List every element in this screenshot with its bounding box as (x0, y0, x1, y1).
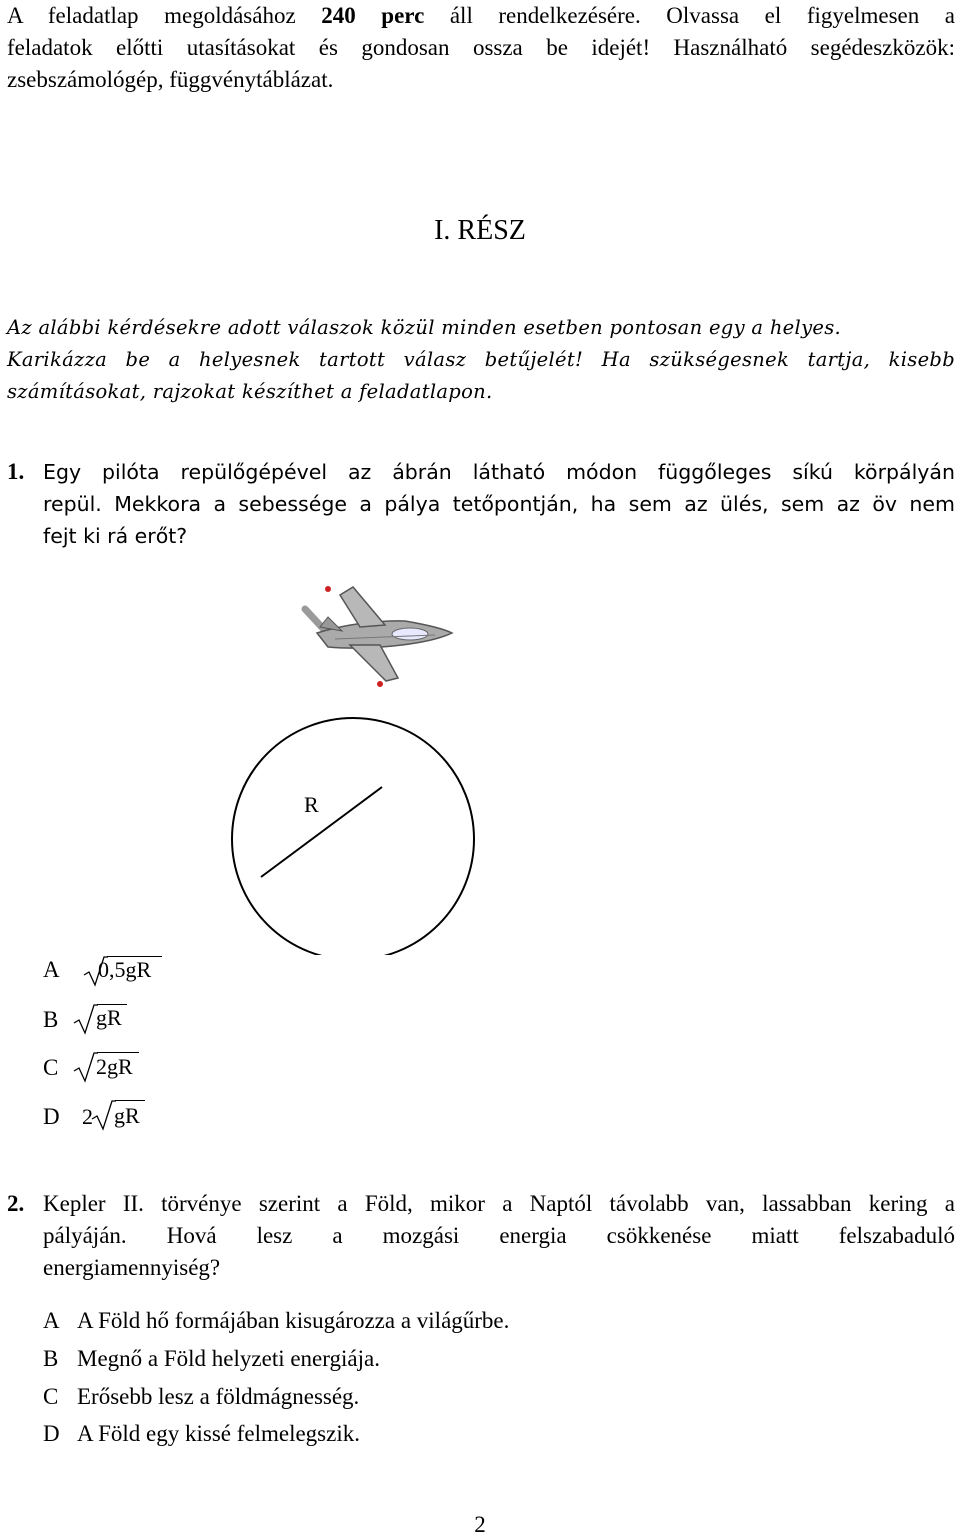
sqrt-sign-icon (72, 1003, 98, 1035)
option-d-radicand: gR (114, 1103, 140, 1128)
option-b-radicand: gR (96, 1005, 122, 1030)
option-c-radicand: 2gR (96, 1054, 133, 1079)
option-a-letter: A (43, 957, 60, 982)
option-a-radicand: 0,5gR (98, 957, 152, 982)
question-1-number: 1. (7, 459, 25, 484)
question-1-line-2: repül. Mekkora a sebessége a pálya tetőpontján, ha sem az ülés, sem az öv nem (43, 492, 955, 516)
intro-line-1: A feladatlap megoldásához 240 perc áll rendelkezésére. Olvassa el figyelmesen a (7, 3, 955, 28)
intro-line-2: feladatok előtti utasításokat és gondosan ossza be idejét! Használható segédeszközök: (7, 35, 955, 60)
option-b: B Megnő a Föld helyzeti energiája. (43, 1346, 380, 1371)
part-title: I. RÉSZ (434, 215, 526, 246)
question-1-line-3: fejt ki rá erőt? (43, 524, 188, 548)
radius-line (261, 787, 382, 877)
option-a: A A Föld hő formájában kisugározza a világűrbe. (43, 1308, 510, 1333)
question-1-line-1: Egy pilóta repülőgépével az ábrán látható módon függőleges síkú körpályán (43, 460, 955, 484)
instructions-line-3: számításokat, rajzokat készíthet a feladatlapon. (7, 380, 493, 403)
radius-label: R (304, 792, 319, 817)
option-c: C Erősebb lesz a földmágnesség. (43, 1384, 360, 1409)
jet-plane-icon (305, 586, 452, 687)
question-2-line-3: energiamennyiség? (43, 1255, 221, 1280)
circle-path-figure (220, 575, 540, 955)
sqrt-sign-icon (90, 1099, 116, 1131)
intro-line-3: zsebszámológép, függvénytáblázat. (7, 67, 334, 92)
option-d-prefix: 2 (82, 1104, 93, 1129)
option-c-letter: C (43, 1055, 59, 1080)
option-b-letter: B (43, 1007, 59, 1032)
page-number: 2 (474, 1512, 486, 1537)
sqrt-sign-icon (72, 1051, 98, 1083)
instructions-line-1: Az alábbi kérdésekre adott válaszok közül minden esetben pontosan egy a helyes. (7, 316, 842, 339)
option-d-letter: D (43, 1104, 60, 1129)
circular-path (232, 718, 474, 955)
question-2-line-1: Kepler II. törvénye szerint a Föld, mikor a Naptól távolabb van, lassabban kering a (43, 1191, 955, 1216)
question-2-line-2: pályáján. Hová lesz a mozgási energia csökkenése miatt felszabaduló (43, 1223, 955, 1248)
option-d: D A Föld egy kissé felmelegszik. (43, 1421, 360, 1446)
question-2-number: 2. (7, 1191, 25, 1216)
instructions-line-2: Karikázza be a helyesnek tartott válasz betűjelét! Ha szükségesnek tartja, kisebb (7, 348, 955, 371)
